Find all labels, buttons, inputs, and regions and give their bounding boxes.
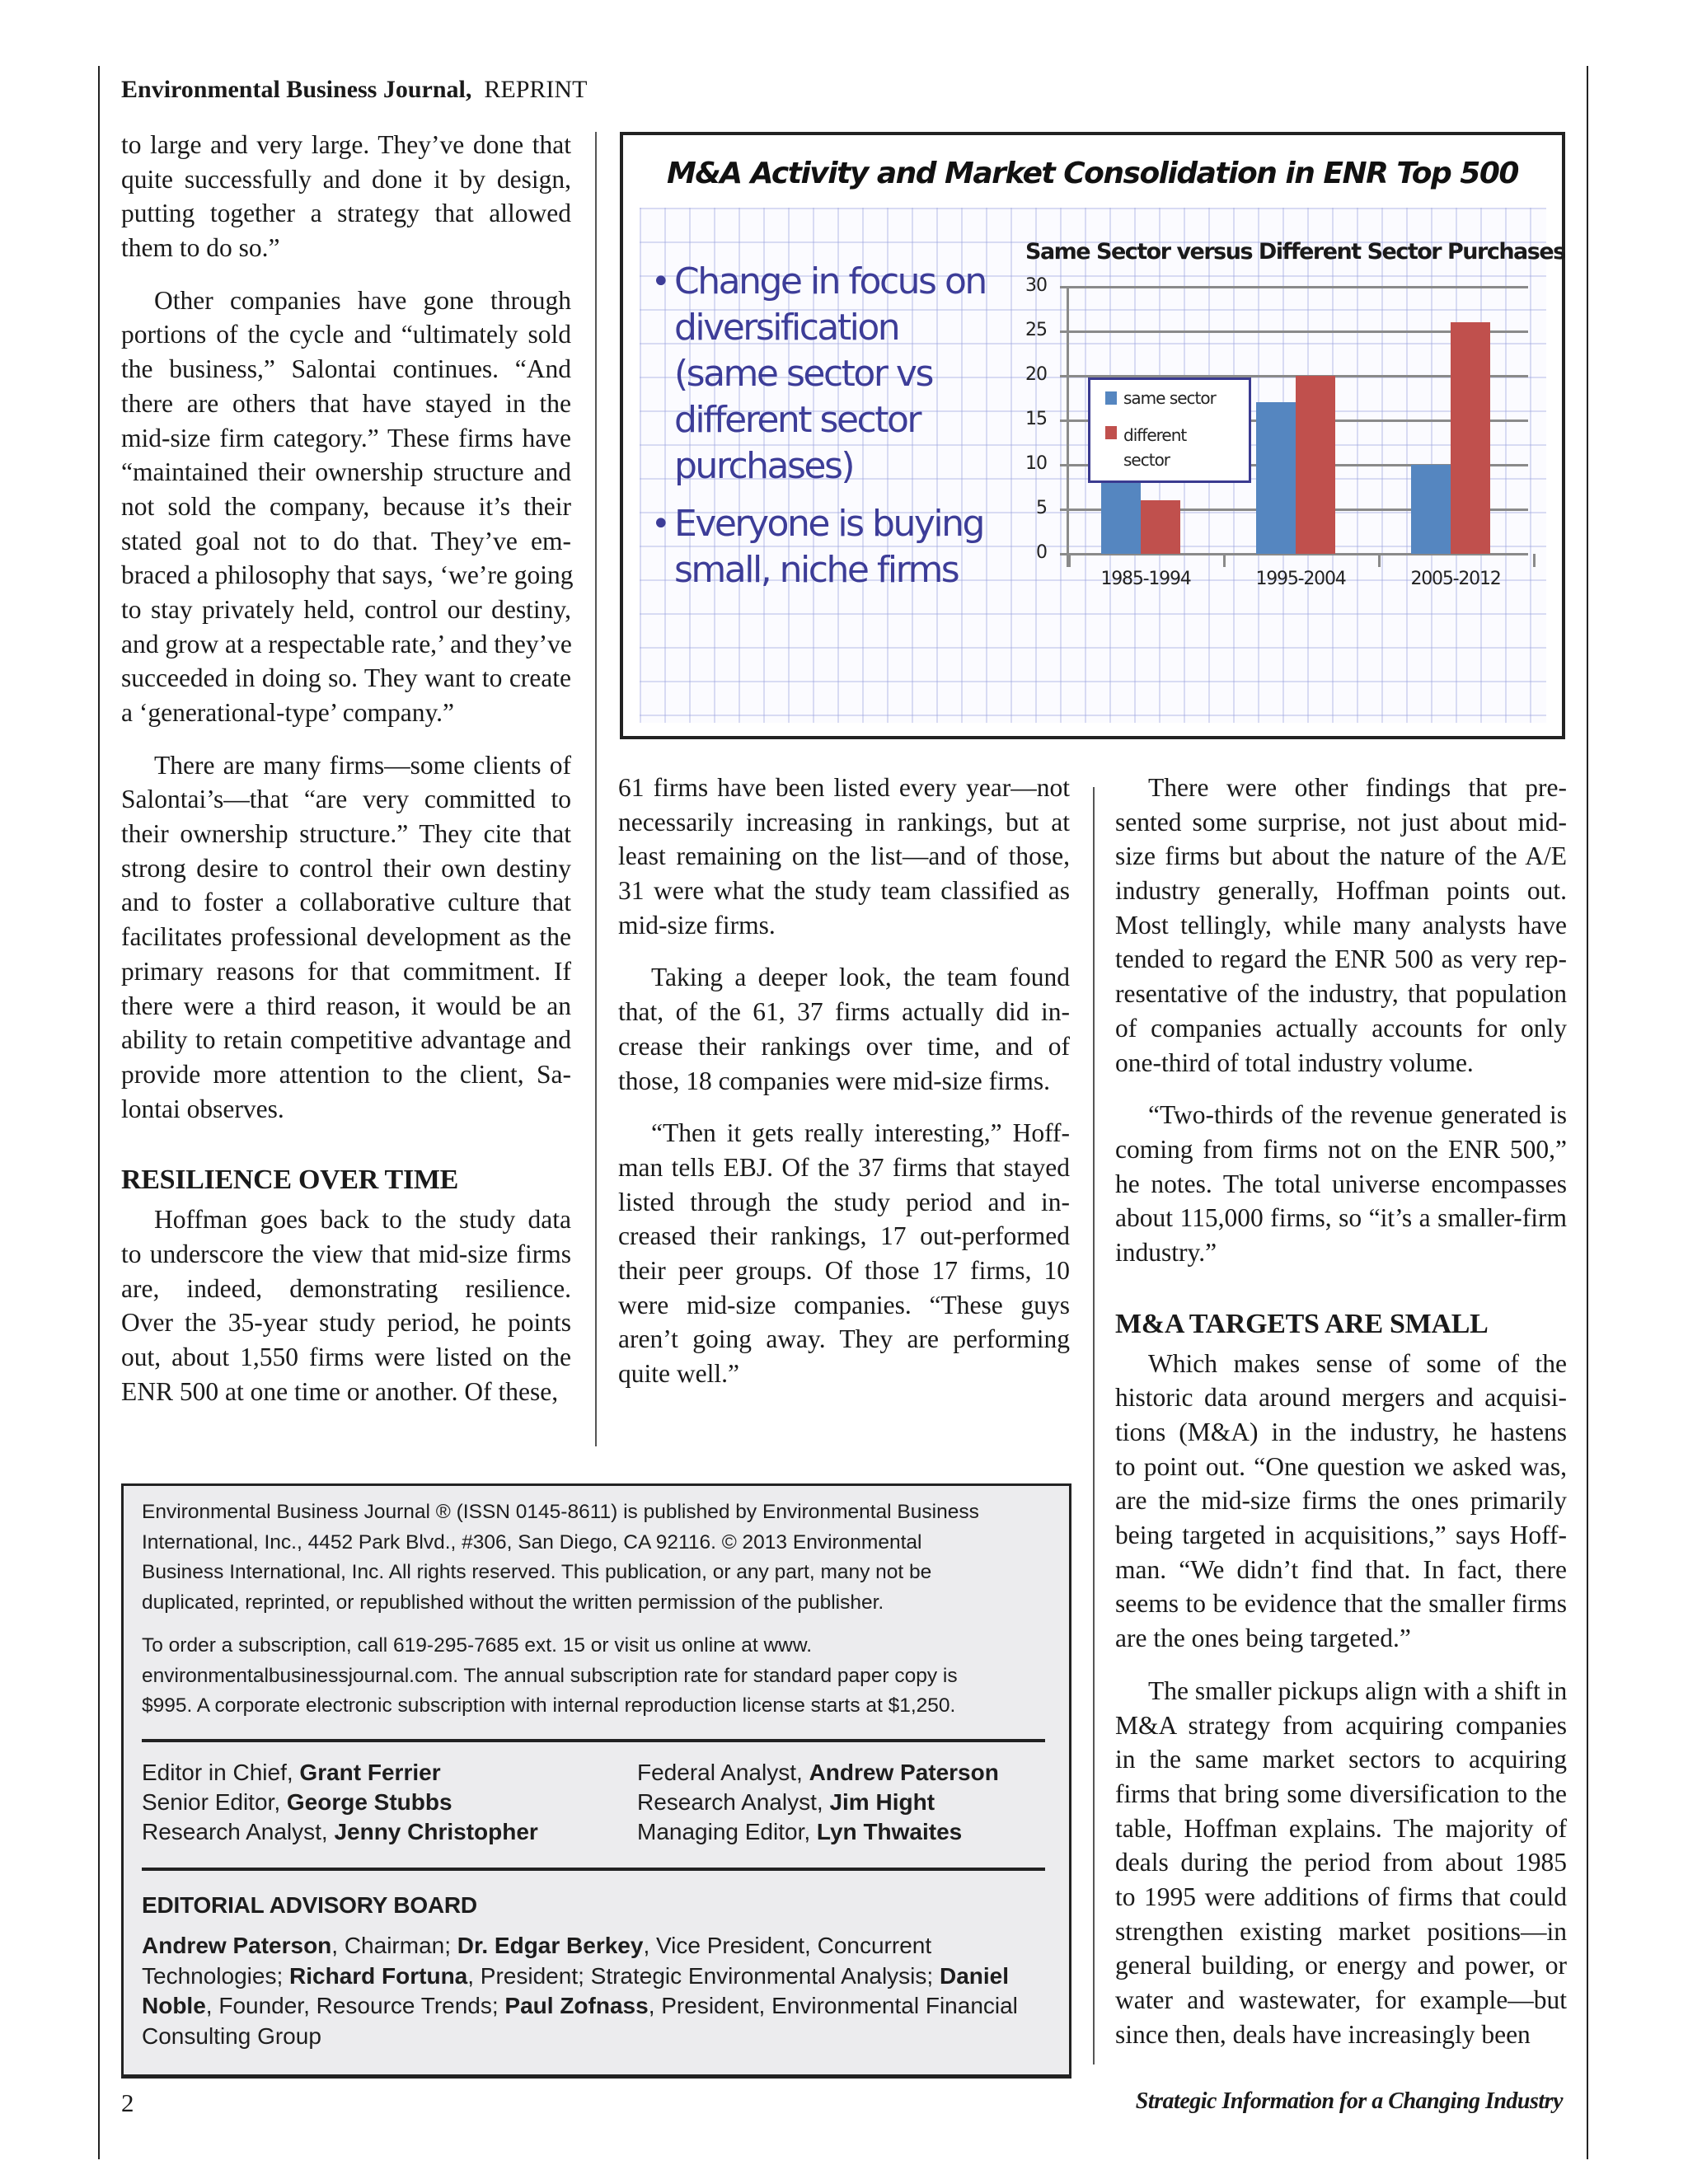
staff-entry: Senior Editor, George Stubbs xyxy=(142,1789,452,1815)
advisory-board-heading: EDITORIAL ADVISORY BOARD xyxy=(142,1892,477,1918)
text-line: Other companies have gone through xyxy=(154,285,571,315)
text-line: table, Hoffman explains. The majority of xyxy=(1115,1813,1567,1843)
board-member-role: , Vice President, Concurrent Technologies; xyxy=(142,1933,932,1989)
text-line: and to foster a collaborative culture that xyxy=(121,888,571,917)
text-line: Hoffman goes back to the study data xyxy=(154,1205,571,1235)
text-line: quite successfully and done it by design, xyxy=(121,164,571,194)
text-line: portions of the cycle and “ultimately sold xyxy=(121,320,571,349)
text-line: coming from firms not on the ENR 500,” xyxy=(1115,1134,1567,1164)
text-line: listed through the study period and in- xyxy=(618,1187,1070,1216)
text-line: to large and very large. They’ve done that xyxy=(121,130,571,159)
text-line: those, 18 companies were mid-size firms. xyxy=(618,1066,1050,1095)
text-line: strong desire to control their own destiny xyxy=(121,853,571,883)
text-line: of companies actually accounts for only xyxy=(1115,1013,1567,1043)
text-line: tions (M&A) in the industry, he hastens xyxy=(1115,1418,1567,1446)
text-line: primary reasons for that commitment. If xyxy=(121,956,571,986)
text-line: putting together a strategy that allowed xyxy=(121,199,571,228)
x-tick-label: 2005-2012 xyxy=(1410,569,1501,589)
text-line: Environmental Business Journal ® (ISSN 0145-8611) is published by Environmental Business xyxy=(142,1501,979,1523)
text-line: mid-size firms. xyxy=(618,910,776,940)
text-line: historic data around mergers and acquisi- xyxy=(1115,1383,1567,1413)
text-line: Business International, Inc. All rights reserved. This publication, or any part, many not be xyxy=(142,1561,932,1584)
y-axis xyxy=(1067,287,1069,567)
x-tick-mark xyxy=(1223,554,1226,567)
text-line: To order a subscription, call 619-295-7685 ext. 15 or visit us online at www. xyxy=(142,1634,813,1657)
reprint-label: REPRINT xyxy=(484,76,588,103)
y-tick-label: 20 xyxy=(1025,364,1047,385)
bar-same-sector xyxy=(1256,402,1296,554)
text-line: necessarily increasing in rankings, but at xyxy=(618,807,1070,837)
bar-same-sector xyxy=(1411,465,1451,554)
board-member-name: Andrew Paterson xyxy=(142,1933,332,1958)
chart-title: Same Sector versus Different Sector Purchases xyxy=(1025,239,1565,265)
column-divider xyxy=(1093,787,1095,2064)
text-line: were mid-size companies. “These guys xyxy=(618,1290,1070,1319)
text-line: seems to be evidence that the smaller firms xyxy=(1115,1589,1567,1619)
text-line: man tells EBJ. Of the 37 firms that stayed xyxy=(618,1152,1070,1182)
text-line: industry generally, Hoffman points out. xyxy=(1115,876,1567,906)
slide-bullets xyxy=(651,259,989,605)
text-line: There are many firms—some clients of xyxy=(154,750,571,780)
bar-different-sector xyxy=(1141,500,1180,554)
text-line: out, about 1,550 firms were listed on the xyxy=(121,1343,571,1371)
board-member-name: Paul Zofnass xyxy=(504,1993,649,2018)
text-line: deals during the period from about 1985 xyxy=(1115,1848,1567,1877)
staff-entry: Research Analyst, Jim Hight xyxy=(637,1789,935,1815)
board-member-role: , President, Environmental Financial Consulting Group xyxy=(142,1993,1018,2049)
legend-swatch xyxy=(1105,426,1117,439)
text-line: one-third of total industry volume. xyxy=(1115,1047,1474,1077)
text-line: there are others that have stayed in the xyxy=(121,388,571,418)
text-line: $995. A corporate electronic subscription with internal reproduction license starts at $1,250. xyxy=(142,1694,956,1718)
figure-title: M&A Activity and Market Consolidation in ENR Top 500 xyxy=(667,157,1518,190)
text-line: sented some surprise, not just about mid- xyxy=(1115,807,1567,837)
text-line: industry.” xyxy=(1115,1237,1217,1267)
text-line: Salontai’s—that “are very committed to xyxy=(121,785,571,814)
text-line: them to do so.” xyxy=(121,233,280,263)
text-line: quite well.” xyxy=(618,1359,739,1388)
bar-different-sector xyxy=(1296,376,1335,554)
text-line: aren’t going away. They are performing xyxy=(618,1324,1070,1354)
y-tick-label: 15 xyxy=(1025,409,1047,429)
board-member-role: , Founder, Resource Trends; xyxy=(205,1993,505,2018)
text-line: to stay privately held, control our destiny, xyxy=(121,594,571,624)
text-line: firms that bring some diversification to the xyxy=(1115,1779,1567,1808)
text-line: resentative of the industry, that population xyxy=(1115,979,1567,1009)
board-member-role: , President; Strategic Environmental Analysis; xyxy=(467,1962,940,1989)
text-line: to underscore the view that mid-size firms xyxy=(121,1239,571,1268)
staff-entry: Federal Analyst, Andrew Paterson xyxy=(637,1760,999,1785)
x-tick-mark xyxy=(1378,554,1381,567)
text-line: Taking a deeper look, the team found xyxy=(651,963,1070,992)
page-number: 2 xyxy=(121,2088,134,2117)
bullet-item: • Change in focus on diversification (same sector vs different sector purchases) xyxy=(651,259,989,490)
x-tick-mark xyxy=(1068,554,1071,567)
text-line: are the mid-size firms the ones primarily xyxy=(1115,1486,1567,1516)
text-line: Which makes sense of some of the xyxy=(1148,1348,1567,1378)
text-line: ENR 500 at one time or another. Of these, xyxy=(121,1376,559,1406)
text-line: man. “We didn’t find that. In fact, there xyxy=(1115,1554,1567,1584)
staff-entry: Research Analyst, Jenny Christopher xyxy=(142,1819,538,1844)
text-line: provide more attention to the client, Sa- xyxy=(121,1059,571,1089)
legend-swatch xyxy=(1105,391,1117,405)
text-line: lontai observes. xyxy=(121,1094,284,1123)
publisher-notice xyxy=(142,1497,1057,1618)
text-line: being targeted in acquisitions,” says Hoff- xyxy=(1115,1521,1567,1550)
text-line: braced a philosophy that says, ‘we’re going xyxy=(121,560,574,590)
text-line: and grow at a respectable rate,’ and they’ve xyxy=(121,629,572,658)
divider xyxy=(142,1868,1045,1871)
text-line: The smaller pickups align with a shift in xyxy=(1148,1675,1568,1705)
page-border-right xyxy=(1587,66,1588,2159)
x-tick-label: 1985-1994 xyxy=(1100,569,1191,589)
text-line: he notes. The total universe encompasses xyxy=(1115,1169,1567,1198)
y-tick-label: 5 xyxy=(1036,498,1047,518)
board-member-role: , Chairman; xyxy=(331,1933,457,1958)
y-tick-label: 25 xyxy=(1025,320,1047,340)
text-line: “maintained their ownership structure and xyxy=(121,457,571,487)
text-line: Over the 35-year study period, he points xyxy=(121,1308,571,1338)
text-line: that, of the 61, 37 firms actually did in- xyxy=(618,997,1070,1027)
text-line: to point out. “One question we asked was, xyxy=(1115,1451,1567,1481)
text-line: duplicated, reprinted, or republished without the written permission of the publisher. xyxy=(142,1591,884,1614)
chart-legend xyxy=(1088,377,1251,483)
text-line: size firms but about the nature of the A/E xyxy=(1115,841,1567,871)
y-tick-label: 0 xyxy=(1036,542,1047,563)
running-head xyxy=(121,76,587,104)
staff-entry: Managing Editor, Lyn Thwaites xyxy=(637,1819,963,1844)
text-line: M&A strategy from acquiring companies xyxy=(1115,1710,1567,1740)
text-line: Most tellingly, while many analysts have xyxy=(1115,910,1567,940)
article-column-1 xyxy=(121,128,574,1408)
divider xyxy=(142,1739,1045,1742)
bar-same-sector xyxy=(1101,483,1141,554)
masthead-box xyxy=(121,1483,1071,2079)
x-tick-label: 1995-2004 xyxy=(1255,569,1346,589)
text-line: facilitates professional development as the xyxy=(121,922,571,952)
text-line: their ownership structure.” They cite that xyxy=(121,819,571,849)
board-member-name: Richard Fortuna xyxy=(289,1962,468,1989)
subscription-notice xyxy=(142,1631,1057,1722)
text-line: in the same market sectors to acquiring xyxy=(1115,1745,1567,1774)
text-line: to 1995 were additions of firms that could xyxy=(1115,1882,1567,1911)
text-line: strengthen existing market positions—in xyxy=(1115,1916,1567,1946)
section-heading: RESILIENCE OVER TIME xyxy=(121,1165,459,1196)
text-line: are, indeed, demonstrating resilience. xyxy=(121,1273,571,1303)
text-line: tended to regard the ENR 500 as very rep- xyxy=(1115,944,1567,974)
text-line: there were a third reason, it would be an xyxy=(121,991,571,1020)
text-line: are the ones being targeted.” xyxy=(1115,1624,1411,1653)
text-line: 31 were what the study team classified as xyxy=(618,876,1070,906)
slide-image xyxy=(640,208,1565,723)
text-line: environmentalbusinessjournal.com. The annual subscription rate for standard paper copy is xyxy=(142,1664,958,1687)
section-heading: M&A TARGETS ARE SMALL xyxy=(1115,1308,1489,1339)
text-line: their peer groups. Of those 17 firms, 10 xyxy=(618,1255,1070,1285)
text-line: stated goal not to do that. They’ve em- xyxy=(121,526,571,555)
board-member-name: Dr. Edgar Berkey xyxy=(457,1933,644,1958)
text-line: general building, or energy and power, or xyxy=(1115,1951,1567,1980)
footer-tagline: Strategic Information for a Changing Industry xyxy=(1135,2088,1563,2114)
article-column-2 xyxy=(618,771,1070,1391)
text-line: There were other findings that pre- xyxy=(1148,773,1567,802)
figure-box xyxy=(620,132,1565,739)
text-line: about 115,000 firms, so “it’s a smaller-firm xyxy=(1115,1203,1567,1233)
text-line: a ‘generational-type’ company.” xyxy=(121,698,455,727)
text-line: crease their rankings over time, and of xyxy=(618,1031,1070,1061)
text-line: “Then it gets really interesting,” Hoff- xyxy=(651,1118,1070,1148)
text-line: mid-size firm category.” These firms have xyxy=(121,423,571,452)
journal-name: Environmental Business Journal, xyxy=(121,76,472,103)
text-line: since then, deals have increasingly been xyxy=(1115,2019,1531,2049)
advisory-board-list xyxy=(142,1931,1057,2051)
text-line: least remaining on the list—and of those, xyxy=(618,841,1070,871)
y-tick-label: 30 xyxy=(1025,275,1047,296)
staff-list-right xyxy=(637,1758,999,1847)
staff-list-left xyxy=(142,1758,538,1847)
legend-item-same-sector: same sector xyxy=(1105,388,1216,408)
bar-different-sector xyxy=(1451,322,1490,554)
bullet-item: • Everyone is buying small, niche firms xyxy=(651,501,989,593)
text-line: International, Inc., 4452 Park Blvd., #306, San Diego, CA 92116. © 2013 Environmental xyxy=(142,1530,922,1554)
text-line: “Two-thirds of the revenue generated is xyxy=(1148,1100,1567,1130)
text-line: succeeded in doing so. They want to create xyxy=(121,663,571,693)
text-line: not sold the company, because it’s their xyxy=(121,491,571,521)
legend-item-different-sector: different sector xyxy=(1105,423,1229,472)
y-tick-label: 10 xyxy=(1025,453,1047,474)
text-line: water and wastewater, for example—but xyxy=(1115,1985,1567,2014)
text-line: ability to retain competitive advantage and xyxy=(121,1025,571,1055)
staff-entry: Editor in Chief, Grant Ferrier xyxy=(142,1760,441,1785)
text-line: the business,” Salontai continues. “And xyxy=(121,354,571,384)
text-line: 61 firms have been listed every year—not xyxy=(618,773,1070,802)
board-member-name: Daniel Noble xyxy=(142,1962,1009,2018)
x-tick-mark xyxy=(1533,554,1536,567)
column-divider xyxy=(595,132,597,1446)
page-border-left xyxy=(98,66,100,2159)
gridline xyxy=(1060,286,1528,288)
article-column-3 xyxy=(1115,771,1567,2051)
text-line: creased their rankings, 17 out-performed xyxy=(618,1221,1070,1251)
